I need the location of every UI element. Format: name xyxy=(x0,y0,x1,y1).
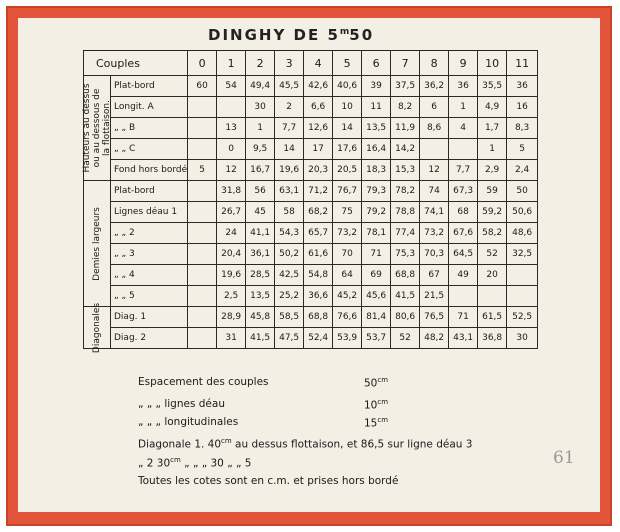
table-cell xyxy=(188,181,217,202)
group-label xyxy=(84,76,111,181)
row-label: Fond hors bordé xyxy=(111,160,188,181)
table-cell xyxy=(188,118,217,139)
table-cell: 12 xyxy=(217,160,246,181)
table-cell: 16 xyxy=(507,97,538,118)
table-cell xyxy=(188,286,217,307)
table-cell: 52,5 xyxy=(507,307,538,328)
table-cell: 53,7 xyxy=(362,328,391,349)
table-cell: 42,6 xyxy=(304,76,333,97)
table-cell: 54,3 xyxy=(275,223,304,244)
group-label-line: ou au dessous de xyxy=(92,88,102,168)
table-row xyxy=(84,244,538,265)
table-row xyxy=(84,202,538,223)
group-label xyxy=(84,302,111,353)
table-cell: 65,7 xyxy=(304,223,333,244)
group-label-line: la flottaison. xyxy=(102,100,112,156)
table-cell: 45,6 xyxy=(362,286,391,307)
table-cell: 77,4 xyxy=(391,223,420,244)
group-label-line: Diagonales xyxy=(92,302,102,353)
column-header: 4 xyxy=(304,51,333,76)
row-label: Longit. A xyxy=(111,97,188,118)
table-cell: 60 xyxy=(188,76,217,97)
table-cell: 19,6 xyxy=(217,265,246,286)
table-cell: 71 xyxy=(449,307,478,328)
table-cell: 75,3 xyxy=(391,244,420,265)
note-waterline-spacing xyxy=(138,398,389,412)
column-header: 1 xyxy=(217,51,246,76)
table-cell: 80,6 xyxy=(391,307,420,328)
table-cell xyxy=(217,97,246,118)
table-cell: 36 xyxy=(449,76,478,97)
table-cell: 50,2 xyxy=(275,244,304,265)
row-label: „ „ 2 xyxy=(111,223,188,244)
table-cell: 1 xyxy=(478,139,507,160)
title-unit: m xyxy=(339,27,350,37)
table-cell: 74,1 xyxy=(420,202,449,223)
note-value: $50^{cm}$ xyxy=(364,376,389,390)
table-cell: 78,1 xyxy=(362,223,391,244)
table-cell: 36,2 xyxy=(420,76,449,97)
table-cell: 81,4 xyxy=(362,307,391,328)
table-cell: 41,5 xyxy=(246,328,275,349)
table-cell: 45,5 xyxy=(275,76,304,97)
table-row xyxy=(84,76,538,97)
table-cell: 21,5 xyxy=(420,286,449,307)
row-label: „ „ 3 xyxy=(111,244,188,265)
table-cell: 11 xyxy=(362,97,391,118)
table-cell: 78,2 xyxy=(391,181,420,202)
table-cell: 61,6 xyxy=(304,244,333,265)
table-cell: 59,2 xyxy=(478,202,507,223)
table-cell: 59 xyxy=(478,181,507,202)
table-cell: 28,9 xyxy=(217,307,246,328)
table-cell: 56 xyxy=(246,181,275,202)
table-cell: 14,2 xyxy=(391,139,420,160)
table-cell: 6 xyxy=(420,97,449,118)
note-label: Espacement des couples xyxy=(138,376,269,388)
column-header: 5 xyxy=(333,51,362,76)
table-cell: 58,5 xyxy=(275,307,304,328)
row-label: Diag. 1 xyxy=(111,307,188,328)
table-cell: 79,2 xyxy=(362,202,391,223)
table-cell: 69 xyxy=(362,265,391,286)
table-cell: 58 xyxy=(275,202,304,223)
group-label-line: Demies largeurs xyxy=(92,206,102,281)
table-cell xyxy=(188,139,217,160)
table-cell: 68,8 xyxy=(391,265,420,286)
table-cell: 36,1 xyxy=(246,244,275,265)
column-header: 6 xyxy=(362,51,391,76)
table-cell: 17 xyxy=(304,139,333,160)
table-cell: 75 xyxy=(333,202,362,223)
column-header: 3 xyxy=(275,51,304,76)
table-cell: 36 xyxy=(507,76,538,97)
table-cell: 13 xyxy=(217,118,246,139)
table-cell: 40,6 xyxy=(333,76,362,97)
row-label: Plat-bord xyxy=(111,181,188,202)
row-label: „ „ 4 xyxy=(111,265,188,286)
table-cell: 67,6 xyxy=(449,223,478,244)
note-label: „ „ „ lignes déau xyxy=(138,398,225,410)
table-cell: 2 xyxy=(275,97,304,118)
header-label: Couples xyxy=(84,51,188,76)
table-cell: 48,2 xyxy=(420,328,449,349)
table-cell: 61,5 xyxy=(478,307,507,328)
table-cell: 39 xyxy=(362,76,391,97)
table-cell: 67 xyxy=(420,265,449,286)
table-cell: 76,7 xyxy=(333,181,362,202)
table-cell: 11,9 xyxy=(391,118,420,139)
table-cell: 2,4 xyxy=(507,160,538,181)
table-cell: 13,5 xyxy=(246,286,275,307)
table-cell: 26,7 xyxy=(217,202,246,223)
table-cell xyxy=(188,97,217,118)
table-row xyxy=(84,265,538,286)
table-cell: 4 xyxy=(449,118,478,139)
note-value: $10^{cm}$ xyxy=(364,398,389,412)
table-cell: 73,2 xyxy=(333,223,362,244)
table-cell: 18,3 xyxy=(362,160,391,181)
table-cell: 49 xyxy=(449,265,478,286)
row-label: „ „ 5 xyxy=(111,286,188,307)
table-cell: 7,7 xyxy=(275,118,304,139)
table-cell: 73,2 xyxy=(420,223,449,244)
table-cell xyxy=(188,307,217,328)
table-cell: 68,8 xyxy=(304,307,333,328)
table-cell: 30 xyxy=(507,328,538,349)
table-cell: 71 xyxy=(362,244,391,265)
table-cell: 20,4 xyxy=(217,244,246,265)
table-cell xyxy=(507,286,538,307)
offsets-table xyxy=(82,50,538,353)
table-cell: 68 xyxy=(449,202,478,223)
title-after: 50 xyxy=(349,26,375,44)
table-cell xyxy=(188,244,217,265)
table-cell: 6,6 xyxy=(304,97,333,118)
table-cell: 8,6 xyxy=(420,118,449,139)
table-cell: 45,2 xyxy=(333,286,362,307)
table-cell: 24 xyxy=(217,223,246,244)
table-cell: 79,3 xyxy=(362,181,391,202)
table-cell: 12,6 xyxy=(304,118,333,139)
table-cell: 36,8 xyxy=(478,328,507,349)
table-cell xyxy=(449,139,478,160)
table-cell: 47,5 xyxy=(275,328,304,349)
table-cell: 78,8 xyxy=(391,202,420,223)
row-label: Lignes déau 1 xyxy=(111,202,188,223)
note-frame-spacing xyxy=(138,376,389,390)
table-cell: 16,7 xyxy=(246,160,275,181)
table-cell xyxy=(188,202,217,223)
table-cell: 35,5 xyxy=(478,76,507,97)
table-cell: 31,8 xyxy=(217,181,246,202)
table-cell: 0 xyxy=(217,139,246,160)
table-cell: 50,6 xyxy=(507,202,538,223)
table-cell: 36,6 xyxy=(304,286,333,307)
table-cell: 42,5 xyxy=(275,265,304,286)
table-cell: 14 xyxy=(333,118,362,139)
table-cell: 2,5 xyxy=(217,286,246,307)
table-cell: 8,2 xyxy=(391,97,420,118)
group-label xyxy=(84,181,111,307)
table-cell xyxy=(507,265,538,286)
table-cell: 5 xyxy=(188,160,217,181)
group-label-line: Hauteurs au dessus xyxy=(82,83,92,173)
table-cell: 54 xyxy=(217,76,246,97)
table-cell xyxy=(188,265,217,286)
table-cell: 64 xyxy=(333,265,362,286)
column-header: 9 xyxy=(449,51,478,76)
note-longitudinal-spacing xyxy=(138,416,389,430)
header-row xyxy=(84,51,538,76)
table-cell: 7,7 xyxy=(449,160,478,181)
table-cell: 5 xyxy=(507,139,538,160)
table-cell: 1 xyxy=(246,118,275,139)
table-cell: 8,3 xyxy=(507,118,538,139)
column-header: 0 xyxy=(188,51,217,76)
table-cell: 58,2 xyxy=(478,223,507,244)
table-cell: 25,2 xyxy=(275,286,304,307)
table-cell: 41,5 xyxy=(391,286,420,307)
table-cell xyxy=(188,328,217,349)
table-cell: 41,1 xyxy=(246,223,275,244)
table-row xyxy=(84,97,538,118)
table-cell: 64,5 xyxy=(449,244,478,265)
table-cell: 20,3 xyxy=(304,160,333,181)
table-cell: 52,4 xyxy=(304,328,333,349)
column-header: 11 xyxy=(507,51,538,76)
table-cell: 16,4 xyxy=(362,139,391,160)
table-cell: 45,8 xyxy=(246,307,275,328)
table-cell xyxy=(188,223,217,244)
table-cell: 4,9 xyxy=(478,97,507,118)
note-diagonal-2: „ 2 $30^{cm}$ „ „ „ 30 „ „ 5 xyxy=(138,456,252,470)
table-cell: 52 xyxy=(478,244,507,265)
table-cell: 53,9 xyxy=(333,328,362,349)
table-cell: 20,5 xyxy=(333,160,362,181)
table-cell: 67,3 xyxy=(449,181,478,202)
table-cell: 63,1 xyxy=(275,181,304,202)
table-row xyxy=(84,286,538,307)
table-cell: 37,5 xyxy=(391,76,420,97)
table-cell: 1,7 xyxy=(478,118,507,139)
table-cell xyxy=(449,286,478,307)
table-cell: 9,5 xyxy=(246,139,275,160)
table-cell: 31 xyxy=(217,328,246,349)
column-header: 8 xyxy=(420,51,449,76)
table-row xyxy=(84,160,538,181)
table-cell: 14 xyxy=(275,139,304,160)
table-cell: 30 xyxy=(246,97,275,118)
table-cell: 74 xyxy=(420,181,449,202)
table-row xyxy=(84,328,538,349)
table-cell: 76,5 xyxy=(420,307,449,328)
table-cell: 2,9 xyxy=(478,160,507,181)
column-header: 7 xyxy=(391,51,420,76)
table-row xyxy=(84,118,538,139)
title-text: DINGHY DE 5 xyxy=(208,26,340,44)
table-row xyxy=(84,223,538,244)
table-cell: 50 xyxy=(507,181,538,202)
row-label: Plat-bord xyxy=(111,76,188,97)
table-cell: 71,2 xyxy=(304,181,333,202)
table-cell: 48,6 xyxy=(507,223,538,244)
table-cell: 15,3 xyxy=(391,160,420,181)
note-label: „ „ „ longitudinales xyxy=(138,416,239,428)
table-cell: 76,6 xyxy=(333,307,362,328)
page-number: 61 xyxy=(553,448,575,468)
table-cell xyxy=(420,139,449,160)
row-label: „ „ C xyxy=(111,139,188,160)
table-cell: 54,8 xyxy=(304,265,333,286)
table-cell: 20 xyxy=(478,265,507,286)
table-cell: 19,6 xyxy=(275,160,304,181)
table-row xyxy=(84,181,538,202)
row-label: Diag. 2 xyxy=(111,328,188,349)
note-value: $15^{cm}$ xyxy=(364,416,389,430)
table-cell: 49,4 xyxy=(246,76,275,97)
table-row xyxy=(84,307,538,328)
table-cell: 13,5 xyxy=(362,118,391,139)
table-cell: 70 xyxy=(333,244,362,265)
table-cell: 70,3 xyxy=(420,244,449,265)
table-cell: 52 xyxy=(391,328,420,349)
row-label: „ „ B xyxy=(111,118,188,139)
page-title xyxy=(208,26,408,44)
column-header: 10 xyxy=(478,51,507,76)
table-cell xyxy=(478,286,507,307)
note-diagonal-1: Diagonale 1. $40^{cm}$ au dessus flottaison, et 86,5 sur ligne déau 3 xyxy=(138,437,473,451)
table-cell: 43,1 xyxy=(449,328,478,349)
note-all-dimensions: Toutes les cotes sont en c.m. et prises hors bordé xyxy=(138,475,399,487)
table-cell: 1 xyxy=(449,97,478,118)
table-row xyxy=(84,139,538,160)
column-header: 2 xyxy=(246,51,275,76)
table-cell: 45 xyxy=(246,202,275,223)
table-cell: 32,5 xyxy=(507,244,538,265)
table-cell: 68,2 xyxy=(304,202,333,223)
table-cell: 10 xyxy=(333,97,362,118)
table-cell: 17,6 xyxy=(333,139,362,160)
table-cell: 28,5 xyxy=(246,265,275,286)
table-cell: 12 xyxy=(420,160,449,181)
